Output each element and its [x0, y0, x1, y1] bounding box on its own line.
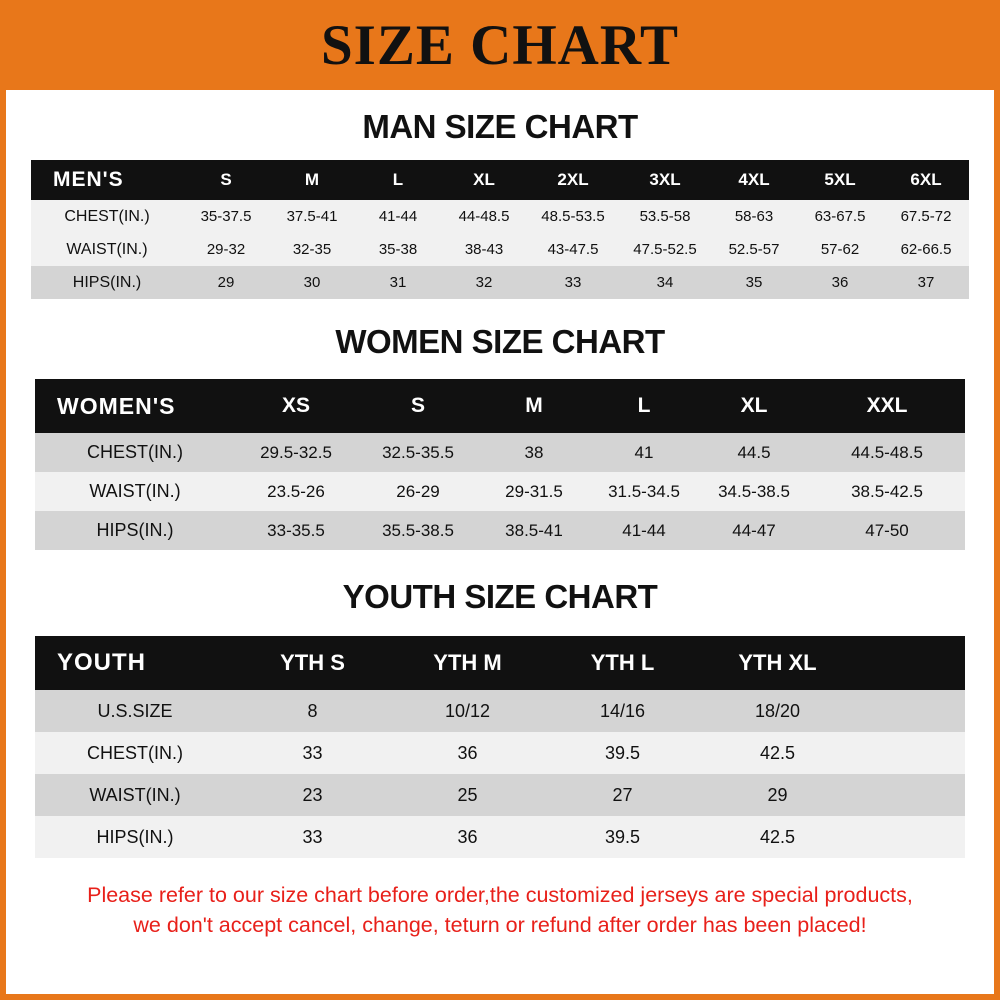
table-cell: 38 — [479, 433, 589, 472]
table-cell: 58-63 — [711, 200, 797, 233]
men-header-cell: 3XL — [619, 160, 711, 200]
table-cell: 29 — [183, 266, 269, 299]
women-header-cell: XL — [699, 379, 809, 433]
table-row — [31, 200, 969, 233]
row-label: HIPS(IN.) — [35, 816, 235, 858]
table-cell: 63-67.5 — [797, 200, 883, 233]
man-section-title: MAN SIZE CHART — [362, 108, 638, 145]
table-cell: 37 — [883, 266, 969, 299]
table-row — [35, 511, 965, 550]
table-cell: 42.5 — [700, 816, 855, 858]
men-header-cell: 2XL — [527, 160, 619, 200]
table-cell: 44.5 — [699, 433, 809, 472]
table-cell: 34 — [619, 266, 711, 299]
table-cell: 36 — [390, 732, 545, 774]
women-size-table — [35, 379, 965, 550]
man-size-table — [31, 160, 969, 299]
order-policy-note — [6, 880, 994, 940]
table-cell: 14/16 — [545, 690, 700, 732]
table-cell: 29-31.5 — [479, 472, 589, 511]
row-label: HIPS(IN.) — [31, 266, 183, 299]
women-header-cell: S — [357, 379, 479, 433]
table-cell: 25 — [390, 774, 545, 816]
table-cell: 41 — [589, 433, 699, 472]
table-cell: 44.5-48.5 — [809, 433, 965, 472]
youth-header-cell: YTH M — [390, 636, 545, 690]
table-cell: 43-47.5 — [527, 233, 619, 266]
table-row — [35, 732, 965, 774]
table-row — [31, 233, 969, 266]
youth-header-cell: YTH XL — [700, 636, 855, 690]
table-cell: 10/12 — [390, 690, 545, 732]
row-label: WAIST(IN.) — [31, 233, 183, 266]
table-cell: 26-29 — [357, 472, 479, 511]
table-cell: 33 — [235, 732, 390, 774]
table-header-row — [35, 379, 965, 433]
table-cell: 35-37.5 — [183, 200, 269, 233]
youth-section-title: YOUTH SIZE CHART — [342, 578, 658, 615]
men-header-label: MEN'S — [31, 160, 183, 200]
row-label: WAIST(IN.) — [35, 472, 235, 511]
table-cell: 38.5-42.5 — [809, 472, 965, 511]
row-label: HIPS(IN.) — [35, 511, 235, 550]
table-cell-spacer — [855, 774, 965, 816]
table-cell: 41-44 — [589, 511, 699, 550]
table-cell: 31 — [355, 266, 441, 299]
table-cell: 44-47 — [699, 511, 809, 550]
table-cell-spacer — [855, 732, 965, 774]
table-cell: 33 — [527, 266, 619, 299]
table-header-row — [31, 160, 969, 200]
table-cell: 35-38 — [355, 233, 441, 266]
table-cell: 29-32 — [183, 233, 269, 266]
row-label: CHEST(IN.) — [35, 433, 235, 472]
table-cell: 36 — [390, 816, 545, 858]
table-cell: 53.5-58 — [619, 200, 711, 233]
table-row — [35, 816, 965, 858]
men-header-cell: 4XL — [711, 160, 797, 200]
table-cell: 32-35 — [269, 233, 355, 266]
table-cell: 57-62 — [797, 233, 883, 266]
youth-header-spacer — [855, 636, 965, 690]
table-cell: 33 — [235, 816, 390, 858]
women-header-label: WOMEN'S — [35, 379, 235, 433]
table-cell: 47-50 — [809, 511, 965, 550]
table-cell: 39.5 — [545, 732, 700, 774]
table-cell: 29 — [700, 774, 855, 816]
table-cell: 32.5-35.5 — [357, 433, 479, 472]
youth-size-table — [35, 636, 965, 858]
note-line-1: Please refer to our size chart before order,the customized jerseys are special products, — [87, 883, 913, 907]
table-row — [31, 266, 969, 299]
women-header-cell: M — [479, 379, 589, 433]
men-header-cell: L — [355, 160, 441, 200]
table-cell-spacer — [855, 816, 965, 858]
men-header-cell: 6XL — [883, 160, 969, 200]
youth-header-label: YOUTH — [35, 636, 235, 690]
table-cell: 30 — [269, 266, 355, 299]
men-header-cell: 5XL — [797, 160, 883, 200]
page-title: SIZE CHART — [320, 13, 679, 77]
table-row — [35, 690, 965, 732]
table-cell: 34.5-38.5 — [699, 472, 809, 511]
table-cell: 52.5-57 — [711, 233, 797, 266]
table-cell-spacer — [855, 690, 965, 732]
table-cell: 18/20 — [700, 690, 855, 732]
table-cell: 32 — [441, 266, 527, 299]
table-cell: 23.5-26 — [235, 472, 357, 511]
youth-header-cell: YTH S — [235, 636, 390, 690]
table-header-row — [35, 636, 965, 690]
table-cell: 35 — [711, 266, 797, 299]
table-cell: 37.5-41 — [269, 200, 355, 233]
men-header-cell: XL — [441, 160, 527, 200]
women-header-cell: XS — [235, 379, 357, 433]
table-cell: 33-35.5 — [235, 511, 357, 550]
table-row — [35, 433, 965, 472]
men-header-cell: S — [183, 160, 269, 200]
table-cell: 23 — [235, 774, 390, 816]
men-header-cell: M — [269, 160, 355, 200]
table-cell: 39.5 — [545, 816, 700, 858]
table-cell: 44-48.5 — [441, 200, 527, 233]
row-label: CHEST(IN.) — [35, 732, 235, 774]
table-cell: 47.5-52.5 — [619, 233, 711, 266]
row-label: WAIST(IN.) — [35, 774, 235, 816]
table-cell: 38-43 — [441, 233, 527, 266]
table-cell: 67.5-72 — [883, 200, 969, 233]
row-label: U.S.SIZE — [35, 690, 235, 732]
table-cell: 42.5 — [700, 732, 855, 774]
table-cell: 35.5-38.5 — [357, 511, 479, 550]
table-cell: 62-66.5 — [883, 233, 969, 266]
table-cell: 31.5-34.5 — [589, 472, 699, 511]
table-row — [35, 472, 965, 511]
table-cell: 41-44 — [355, 200, 441, 233]
table-row — [35, 774, 965, 816]
page-banner — [6, 0, 994, 90]
women-header-cell: L — [589, 379, 699, 433]
row-label: CHEST(IN.) — [31, 200, 183, 233]
table-cell: 27 — [545, 774, 700, 816]
table-cell: 38.5-41 — [479, 511, 589, 550]
table-cell: 29.5-32.5 — [235, 433, 357, 472]
women-header-cell: XXL — [809, 379, 965, 433]
table-cell: 36 — [797, 266, 883, 299]
women-section-title: WOMEN SIZE CHART — [335, 323, 665, 360]
table-cell: 8 — [235, 690, 390, 732]
youth-header-cell: YTH L — [545, 636, 700, 690]
note-line-2: we don't accept cancel, change, teturn or refund after order has been placed! — [133, 913, 867, 938]
table-cell: 48.5-53.5 — [527, 200, 619, 233]
